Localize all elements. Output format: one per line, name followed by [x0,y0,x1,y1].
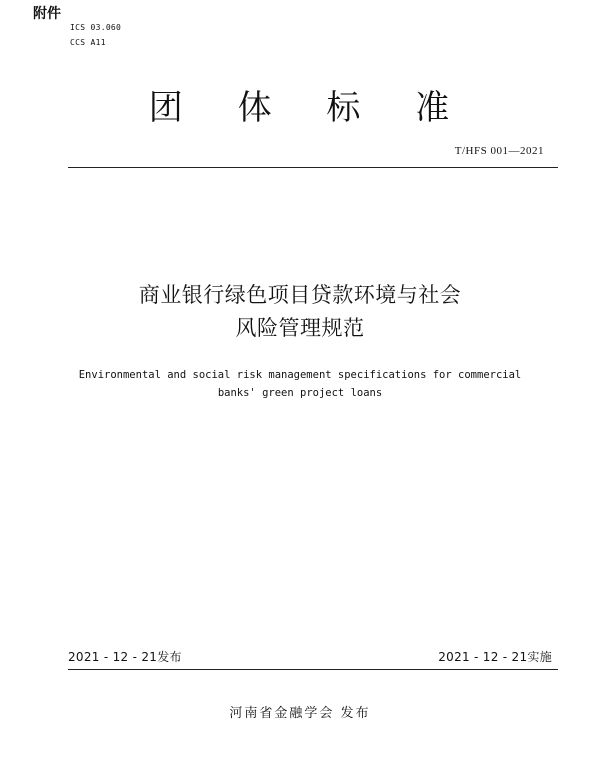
ics-code: ICS 03.060 [70,23,122,32]
effective-date: 2021 - 12 - 21实施 [438,650,552,664]
chinese-title-line-2: 风险管理规范 [235,316,365,340]
top-divider [68,167,558,168]
publish-date: 2021 - 12 - 21发布 [68,650,182,664]
bottom-divider [68,669,558,670]
standard-number: T/HFS 001—2021 [454,145,544,157]
chinese-title-line-1: 商业银行绿色项目贷款环境与社会 [138,283,462,307]
attachment-label: 附件 [33,6,61,22]
english-title-line-1: Environmental and social risk management specifications for commercial [78,369,522,381]
ccs-code: CCS A11 [70,38,106,47]
publisher-line: 河南省金融学会 发布 [229,706,371,721]
english-title-line-2: banks' green project loans [217,387,383,399]
document-type-heading: 团 体 标 准 [148,88,472,128]
